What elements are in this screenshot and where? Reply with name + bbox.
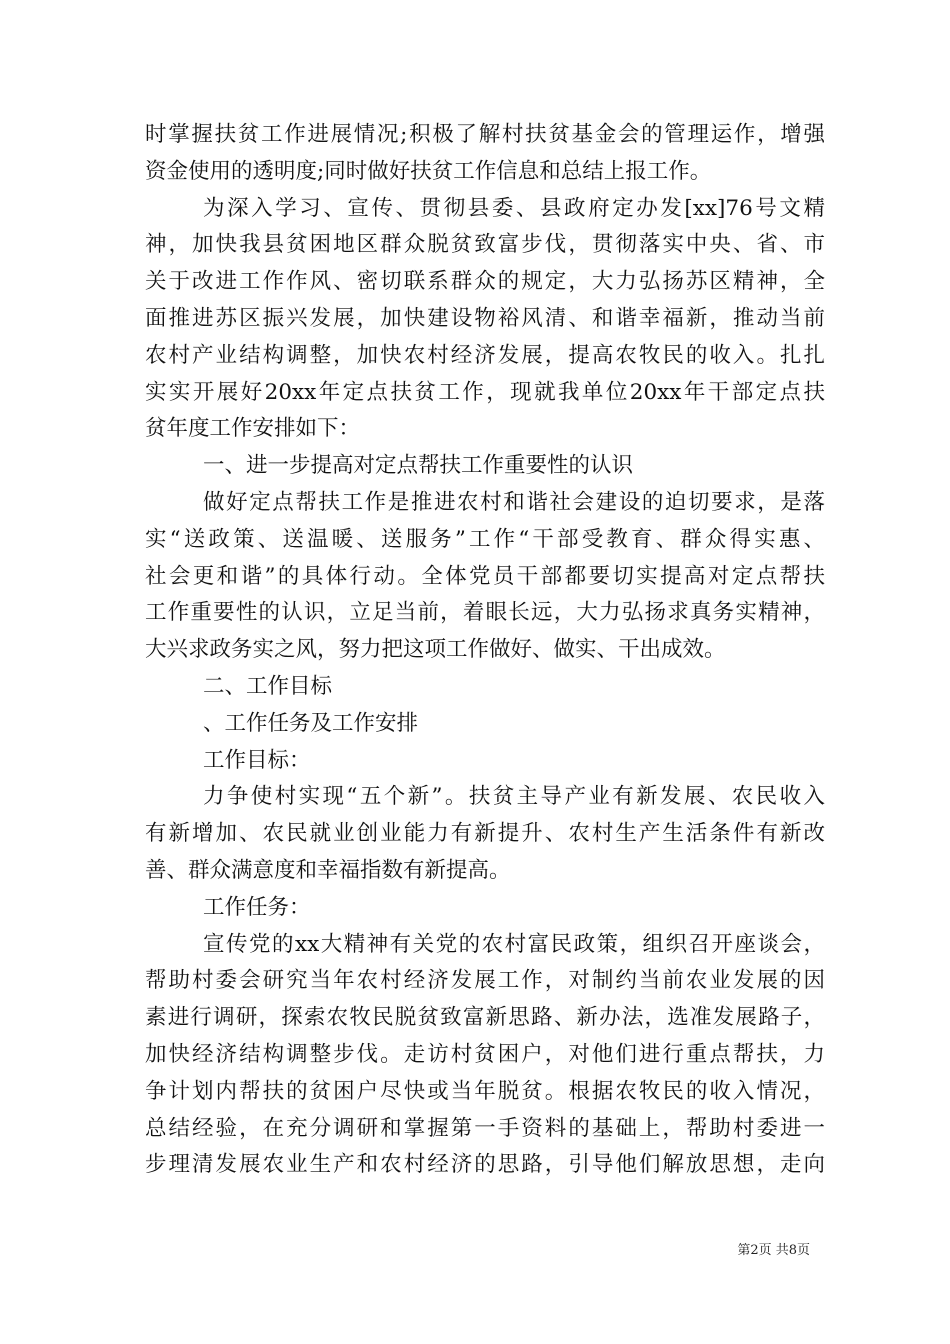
text-line: 做好定点帮扶工作是推进农村和谐社会建设的迫切要求，是落 xyxy=(203,489,825,515)
text-line: 实“送政策、送温暖、送服务”工作“干部受教育、群众得实惠、 xyxy=(145,526,825,552)
document-body xyxy=(145,117,825,1184)
text-line: 面推进苏区振兴发展，加快建设物裕风清、和谐幸福新，推动当前 xyxy=(145,305,825,331)
subsection-label: 工作目标： xyxy=(203,747,311,773)
text-line: 争计划内帮扶的贫困户尽快或当年脱贫。根据农牧民的收入情况， xyxy=(145,1078,825,1104)
section-heading: 一、进一步提高对定点帮扶工作重要性的认识 xyxy=(203,453,634,479)
text-line: 帮助村委会研究当年农村经济发展工作，对制约当前农业发展的因 xyxy=(145,968,825,994)
text-line: 总结经验，在充分调研和掌握第一手资料的基础上，帮助村委进一 xyxy=(145,1115,825,1141)
section-heading: 、工作任务及工作安排 xyxy=(203,710,419,736)
text-line: 资金使用的透明度;同时做好扶贫工作信息和总结上报工作。 xyxy=(145,158,712,184)
text-line: 为深入学习、宣传、贯彻县委、县政府定办发[xx]76号文精 xyxy=(203,195,825,221)
text-line: 农村产业结构调整，加快农村经济发展，提高农牧民的收入。扎扎 xyxy=(145,342,825,368)
text-line: 大兴求政务实之风，努力把这项工作做好、做实、干出成效。 xyxy=(145,637,726,663)
text-line: 实实开展好20xx年定点扶贫工作，现就我单位20xx年干部定点扶 xyxy=(145,379,825,405)
text-line: 宣传党的xx大精神有关党的农村富民政策，组织召开座谈会， xyxy=(203,931,825,957)
text-line: 关于改进工作作风、密切联系群众的规定，大力弘扬苏区精神，全 xyxy=(145,269,825,295)
text-line: 步理清发展农业生产和农村经济的思路，引导他们解放思想，走向 xyxy=(145,1152,825,1178)
subsection-label: 工作任务： xyxy=(203,894,311,920)
text-line: 贫年度工作安排如下： xyxy=(145,416,361,442)
text-line: 善、群众满意度和幸福指数有新提高。 xyxy=(145,857,511,883)
page-number: 第2页 共8页 xyxy=(737,1243,810,1258)
section-heading: 二、工作目标 xyxy=(203,673,333,699)
text-line: 工作重要性的认识，立足当前，着眼长远，大力弘扬求真务实精神， xyxy=(145,600,825,626)
text-line: 力争使村实现“五个新”。扶贫主导产业有新发展、农民收入 xyxy=(203,784,825,810)
text-line: 神，加快我县贫困地区群众脱贫致富步伐，贯彻落实中央、省、市 xyxy=(145,232,825,258)
text-line: 加快经济结构调整步伐。走访村贫困户，对他们进行重点帮扶，力 xyxy=(145,1041,825,1067)
text-line: 时掌握扶贫工作进展情况;积极了解村扶贫基金会的管理运作，增强 xyxy=(145,122,825,147)
text-line: 社会更和谐”的具体行动。全体党员干部都要切实提高对定点帮扶 xyxy=(145,563,825,589)
text-line: 素进行调研，探索农牧民脱贫致富新思路、新办法，选准发展路子， xyxy=(145,1005,825,1031)
text-line: 有新增加、农民就业创业能力有新提升、农村生产生活条件有新改 xyxy=(145,821,825,847)
